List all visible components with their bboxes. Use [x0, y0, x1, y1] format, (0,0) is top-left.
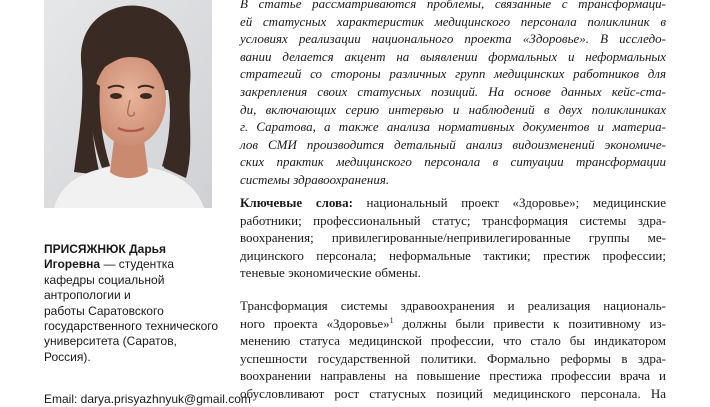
body-line-with-footnote: [240, 315, 666, 333]
abstract-line: условиях реализации национального проекта «Здоровье». В исследо-: [240, 31, 666, 47]
footnote-marker[interactable]: 1: [389, 315, 394, 325]
keywords-line: работники; профессиональный статус; трансформация системы здра-: [240, 212, 666, 228]
author-bio: [44, 242, 234, 365]
abstract-line: ей статусных характеристик медицинского персонала поликлиник в: [240, 13, 666, 29]
keywords-text: национальный проект «Здоровье»; медицинские: [352, 195, 667, 210]
author-bio-line: антропологии и: [44, 288, 131, 303]
keywords-label: Ключевые слова:: [240, 195, 353, 210]
abstract-line: г. Саратова, а также анализа нормативных документов и материа-: [240, 119, 666, 135]
author-bio-line: [44, 257, 234, 272]
body-text: ного проекта «Здоровье»: [240, 315, 390, 331]
keywords-line: воохранения; привилегированные/непривилегированные группы ме-: [240, 230, 666, 246]
body-text: должны были привести к позитивному из-: [393, 315, 666, 331]
portrait-photo-icon: [44, 0, 212, 208]
body-line: воохранении направлены на повышение престижа профессии врача и: [240, 368, 666, 384]
author-photo: [44, 0, 212, 208]
abstract-line: В статье рассматриваются проблемы, связанные с трансформаци-: [240, 0, 666, 11]
abstract-line: закрепления своих статусных позиций. На основе данных кейс-ста-: [240, 83, 666, 99]
abstract-line: стратегий со стороны различных групп медицинских работников для: [240, 66, 666, 82]
abstract-line: системы здравоохранения.: [240, 171, 390, 187]
author-patronymic: Игоревна: [44, 257, 101, 272]
author-bio-text: — студентка: [100, 257, 174, 272]
body-line: успешности государственной политики. Формально реформы в здра-: [240, 350, 666, 366]
abstract-line: лов СМИ производится детальный анализ видоизменений экономиче-: [240, 136, 666, 152]
author-bio-line: работы Саратовского: [44, 303, 164, 318]
body-line: Трансформация системы здравоохранения и реализация националь-: [240, 298, 666, 313]
author-bio-line: государственного технического: [44, 319, 219, 334]
abstract-line: вании делается акцент на выявлении формальных и неформальных: [240, 48, 666, 64]
article-abstract: [240, 0, 666, 189]
body-line: менению статуса медицинской профессии, что стало бы индикатором: [240, 333, 666, 349]
author-bio-line: университета (Саратов,: [44, 334, 177, 349]
author-bio-line: кафедры социальной: [44, 272, 165, 287]
author-bio-line: Россия).: [44, 349, 91, 364]
abstract-line: ских практик медицинского персонала в ситуации трансформации: [240, 154, 666, 170]
keywords-first-line: [240, 194, 666, 212]
keywords-line: дицинского персонала; неформальные тактики; престиж профессии;: [240, 247, 666, 263]
article-body: [240, 297, 666, 403]
abstract-line: ди, включающих серию интервью и наблюдений в двух поликлиниках: [240, 101, 666, 117]
keywords-block: [240, 194, 666, 282]
keywords-line: теневые экономические обмены.: [240, 265, 421, 281]
author-name: ПРИСЯЖНЮК Дарья: [44, 242, 167, 256]
body-line: обусловливают рост статусных позиций медицинского персонала. На: [240, 385, 666, 401]
author-email[interactable]: Email: darya.prisyazhnyuk@gmail.com: [44, 392, 251, 406]
